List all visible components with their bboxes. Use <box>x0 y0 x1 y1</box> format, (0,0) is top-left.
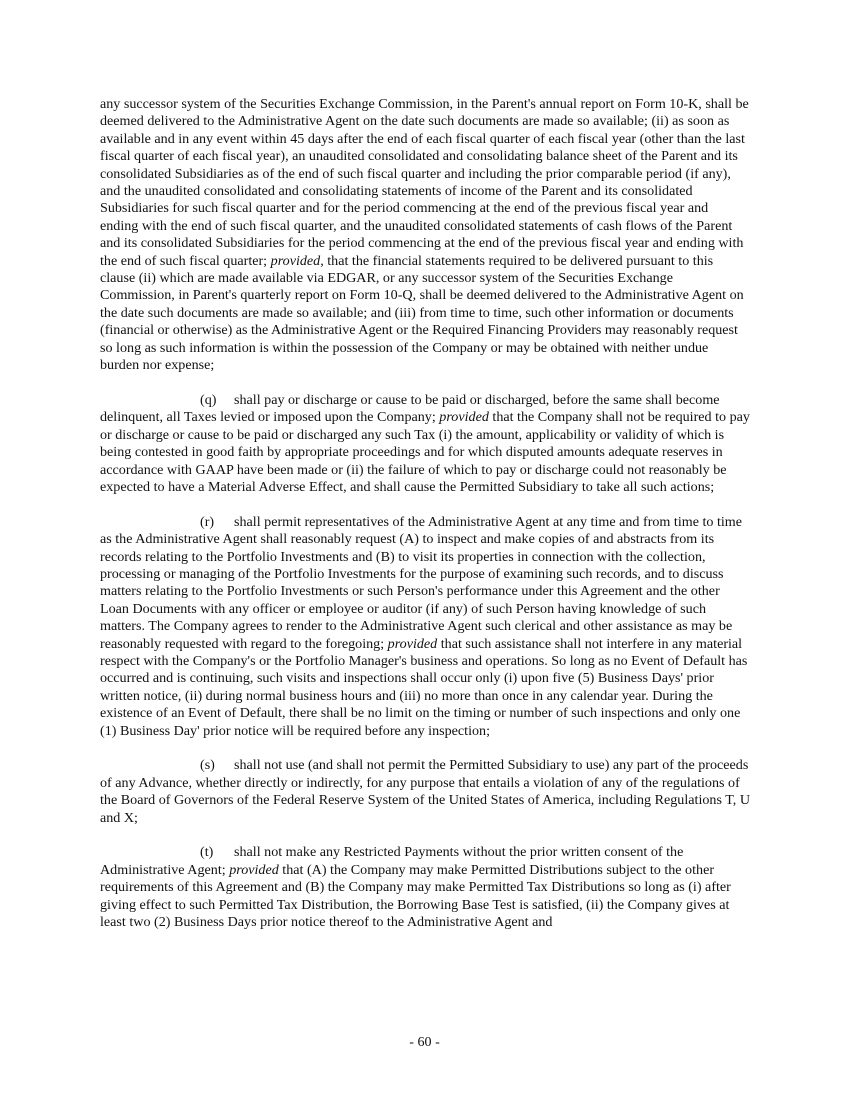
clause-label-s: (s) <box>200 757 215 774</box>
paragraph-s: (s) shall not use (and shall not permit the Permitted Subsidiary to use) any part of the proceeds of any Advance, whether directly or indirectly, for any purpose that entails a violation of any of the regulations of the Board of Governors of the Federal Reserve System of the United States of America, including Regulations T, U and X; <box>100 757 750 826</box>
clause-label-r: (r) <box>200 513 215 530</box>
page-number: - 60 - <box>409 1034 440 1050</box>
paragraph-continuation: any successor system of the Securities Exchange Commission, in the Parent's annual report on Form 10-K, shall be deemed delivered to the Administrative Agent on the date such documents are made so available; (ii) as soon as available and in any event within 45 days after the end of each fiscal quarter of each fiscal year (other than the last fiscal quarter of each fiscal year), an unaudited consolidated and consolidating balance sheet of the Parent and its consolidated Subsidiaries as of the end of such fiscal quarter and including the prior comparable period (if any), and the unaudited consolidated and consolidating statements of income of the Parent and its consolidated Subsidiaries for such fiscal quarter and for the period commencing at the end of the previous fiscal year and ending with the end of such fiscal quarter, and the unaudited consolidated statements of cash flows of the Parent and its consolidated Subsidiaries for the period commencing at the end of the previous fiscal year and ending with the end of such fiscal quarter; provided, that the financial statements required to be delivered pursuant to this clause (ii) which are made available via EDGAR, or any successor system of the Securities Exchange Commission, in Parent's quarterly report on Form 10-Q, shall be deemed delivered to the Administrative Agent on the date such documents are made so available; and (iii) from time to time, such other information or documents (financial or otherwise) as the Administrative Agent or the Required Financing Providers may reasonably request so long as such information is within the possession of the Company or may be obtained with neither undue burden nor expense; <box>100 96 749 374</box>
document-page <box>100 96 750 949</box>
clause-label-t: (t) <box>200 844 214 861</box>
paragraph-q: (q) shall pay or discharge or cause to be paid or discharged, before the same shall become delinquent, all Taxes levied or imposed upon the Company; provided that the Company shall not be required to pay or discharge or cause to be paid or discharged any such Tax (i) the amount, applicability or validity of which is being contested in good faith by appropriate proceedings and for which disputed amounts adequate reserves in accordance with GAAP have been made or (ii) the failure of which to pay or discharge could not reasonably be expected to have a Material Adverse Effect, and shall cause the Permitted Subsidiary to take all such actions; <box>100 391 750 495</box>
paragraph-t: (t) shall not make any Restricted Payments without the prior written consent of the Administrative Agent; provided that (A) the Company may make Permitted Distributions subject to the other requirements of this Agreement and (B) the Company may make Permitted Tax Distributions so long as (i) after giving effect to such Permitted Tax Distribution, the Borrowing Base Test is satisfied, (ii) the Company gives at least two (2) Business Days prior notice thereof to the Administrative Agent and <box>100 844 731 931</box>
paragraph-r: (r) shall permit representatives of the Administrative Agent at any time and from time to time as the Administrative Agent shall reasonably request (A) to inspect and make copies of and abstracts from its records relating to the Portfolio Investments and (B) to visit its properties in connection with the collection, processing or managing of the Portfolio Investments for the purpose of examining such records, and to discuss matters relating to the Portfolio Investments or such Person's performance under this Agreement and the other Loan Documents with any officer or employee or auditor (if any) of such Person having knowledge of such matters. The Company agrees to render to the Administrative Agent such clerical and other assistance as may be reasonably requested with regard to the foregoing; provided that such assistance shall not interfere in any material respect with the Company's or the Portfolio Manager's business and operations. So long as no Event of Default has occurred and is continuing, such visits and inspections shall occur only (i) upon five (5) Business Days' prior written notice, (ii) during normal business hours and (iii) no more than once in any calendar year. During the existence of an Event of Default, there shall be no limit on the timing or number of such inspections and only one (1) Business Day' prior notice will be required before any inspection; <box>100 513 748 739</box>
clause-label-q: (q) <box>200 391 217 408</box>
